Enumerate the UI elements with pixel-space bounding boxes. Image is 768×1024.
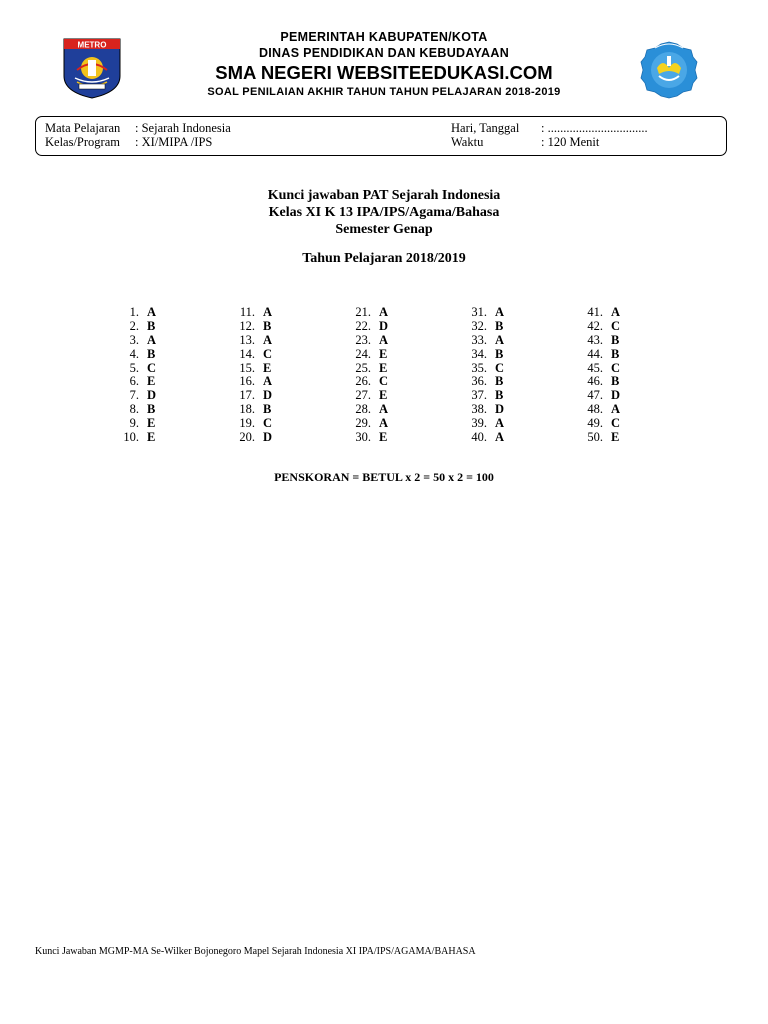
scoring-formula: PENSKORAN = BETUL x 2 = 50 x 2 = 100 bbox=[274, 470, 494, 484]
answer-letter: A bbox=[379, 402, 389, 417]
answer-letter: C bbox=[379, 374, 389, 389]
question-number: 18. bbox=[239, 402, 255, 417]
answer-letter: E bbox=[379, 430, 388, 445]
answer-item bbox=[463, 360, 505, 376]
answer-letter: A bbox=[611, 305, 621, 319]
answer-letter: D bbox=[147, 388, 157, 403]
answer-item bbox=[347, 332, 389, 348]
answer-letter: D bbox=[379, 318, 389, 333]
answer-letter: B bbox=[611, 332, 620, 347]
answer-item bbox=[579, 332, 620, 348]
answer-item bbox=[347, 416, 389, 431]
subject-label: Mata Pelajaran bbox=[45, 121, 121, 135]
class-value: : XI/MIPA /IPS bbox=[135, 135, 213, 149]
answer-letter: E bbox=[147, 430, 156, 445]
question-number: 3. bbox=[129, 332, 139, 347]
answer-item bbox=[579, 374, 620, 389]
answer-item bbox=[115, 332, 157, 348]
question-number: 23. bbox=[355, 332, 371, 347]
answer-item bbox=[579, 346, 620, 362]
answer-key-grid bbox=[0, 306, 768, 446]
question-number: 27. bbox=[355, 388, 371, 403]
school-name: SMA NEGERI WEBSITEEDUKASI.COM bbox=[215, 62, 553, 83]
answer-item bbox=[115, 402, 156, 417]
answer-item bbox=[231, 388, 273, 403]
answer-letter: A bbox=[263, 374, 273, 389]
answer-letter: A bbox=[379, 416, 389, 431]
answer-item bbox=[579, 430, 620, 445]
answer-item bbox=[347, 402, 389, 417]
question-number: 7. bbox=[129, 388, 139, 403]
answer-item bbox=[347, 318, 389, 334]
answer-item bbox=[115, 416, 156, 431]
question-number: 47. bbox=[587, 388, 603, 403]
question-number: 22. bbox=[355, 318, 371, 333]
answer-column-1 bbox=[115, 305, 157, 445]
question-number: 42. bbox=[587, 318, 603, 333]
question-number: 30. bbox=[355, 430, 371, 445]
answer-letter: E bbox=[263, 360, 272, 375]
date-label: Hari, Tanggal bbox=[451, 121, 520, 135]
answer-item bbox=[231, 430, 273, 445]
question-number: 32. bbox=[471, 318, 487, 333]
question-number: 38. bbox=[471, 402, 487, 417]
answer-item bbox=[115, 305, 157, 320]
answer-letter: C bbox=[611, 360, 621, 375]
question-number: 2. bbox=[129, 318, 139, 333]
answer-item bbox=[579, 388, 621, 403]
answer-column-3 bbox=[347, 305, 389, 445]
question-number: 49. bbox=[587, 416, 603, 431]
answer-letter: A bbox=[147, 305, 157, 319]
answer-letter: B bbox=[611, 346, 620, 361]
answer-letter: E bbox=[379, 360, 388, 375]
answer-letter: A bbox=[495, 332, 505, 347]
question-number: 16. bbox=[239, 374, 255, 389]
question-number: 11. bbox=[239, 305, 255, 319]
answer-column-2 bbox=[231, 305, 273, 445]
answer-item bbox=[115, 346, 156, 362]
answer-letter: B bbox=[147, 346, 156, 361]
subject-row bbox=[45, 121, 231, 136]
answer-item bbox=[579, 318, 621, 334]
answer-item bbox=[231, 402, 272, 417]
answer-letter: E bbox=[379, 346, 388, 361]
answer-item bbox=[347, 346, 388, 362]
question-number: 28. bbox=[355, 402, 371, 417]
answer-item bbox=[579, 360, 621, 376]
answer-item bbox=[579, 402, 621, 417]
answer-item bbox=[463, 388, 504, 403]
question-number: 50. bbox=[587, 430, 603, 445]
answer-letter: E bbox=[147, 374, 156, 389]
question-number: 31. bbox=[471, 305, 487, 319]
answer-letter: B bbox=[495, 346, 504, 361]
answer-item bbox=[231, 346, 273, 362]
academic-year-subtitle: Tahun Pelajaran 2018/2019 bbox=[302, 251, 466, 266]
answer-letter: A bbox=[263, 305, 273, 319]
answer-item bbox=[115, 388, 157, 403]
question-number: 13. bbox=[239, 332, 255, 347]
answer-letter: E bbox=[147, 416, 156, 431]
question-number: 44. bbox=[587, 346, 603, 361]
answer-letter: A bbox=[379, 332, 389, 347]
answer-item bbox=[231, 374, 273, 389]
answer-item bbox=[463, 346, 504, 362]
answer-item bbox=[115, 360, 157, 376]
question-number: 15. bbox=[239, 360, 255, 375]
metro-city-emblem-logo bbox=[61, 36, 123, 100]
letterhead bbox=[0, 0, 768, 110]
time-value: : 120 Menit bbox=[541, 135, 600, 149]
question-number: 20. bbox=[239, 430, 255, 445]
answer-item bbox=[115, 318, 156, 334]
subject-value: : Sejarah Indonesia bbox=[135, 121, 231, 135]
question-number: 25. bbox=[355, 360, 371, 375]
question-number: 34. bbox=[471, 346, 487, 361]
question-number: 1. bbox=[129, 305, 139, 319]
question-number: 6. bbox=[129, 374, 139, 389]
question-number: 40. bbox=[471, 430, 487, 445]
answer-letter: C bbox=[611, 416, 621, 431]
class-row bbox=[45, 135, 212, 150]
answer-column-5 bbox=[579, 305, 621, 445]
answer-letter: A bbox=[263, 332, 273, 347]
answer-letter: D bbox=[263, 388, 273, 403]
question-number: 33. bbox=[471, 332, 487, 347]
question-number: 39. bbox=[471, 416, 487, 431]
answer-letter: D bbox=[263, 430, 273, 445]
answer-item bbox=[347, 305, 389, 320]
answer-letter: E bbox=[611, 430, 620, 445]
answer-item bbox=[347, 430, 388, 445]
question-number: 43. bbox=[587, 332, 603, 347]
question-number: 12. bbox=[239, 318, 255, 333]
class-subtitle: Kelas XI K 13 IPA/IPS/Agama/Bahasa bbox=[268, 205, 500, 220]
exam-title: SOAL PENILAIAN AKHIR TAHUN TAHUN PELAJARAN 2018-2019 bbox=[207, 86, 561, 98]
answer-item bbox=[231, 360, 272, 376]
answer-letter: A bbox=[495, 416, 505, 431]
answer-item bbox=[463, 332, 505, 348]
department-line: DINAS PENDIDIKAN DAN KEBUDAYAAN bbox=[258, 46, 510, 60]
answer-letter: B bbox=[611, 374, 620, 389]
answer-letter: D bbox=[611, 388, 621, 403]
answer-column-4 bbox=[463, 305, 505, 445]
answer-item bbox=[231, 332, 273, 348]
question-number: 14. bbox=[239, 346, 255, 361]
question-number: 24. bbox=[355, 346, 371, 361]
answer-letter: E bbox=[379, 388, 388, 403]
answer-letter: D bbox=[495, 402, 505, 417]
answer-letter: A bbox=[611, 402, 621, 417]
semester-subtitle: Semester Genap bbox=[335, 222, 433, 237]
answer-letter: A bbox=[495, 305, 505, 319]
answer-letter: B bbox=[263, 402, 272, 417]
answer-item bbox=[463, 318, 504, 334]
question-number: 5. bbox=[129, 360, 139, 375]
answer-letter: B bbox=[147, 402, 156, 417]
question-number: 45. bbox=[587, 360, 603, 375]
question-number: 41. bbox=[587, 305, 603, 319]
answer-letter: A bbox=[379, 305, 389, 319]
answer-letter: B bbox=[495, 318, 504, 333]
time-label: Waktu bbox=[451, 135, 484, 149]
exam-info-box bbox=[35, 116, 727, 156]
question-number: 4. bbox=[129, 346, 139, 361]
answer-letter: C bbox=[147, 360, 157, 375]
answer-item bbox=[347, 388, 388, 403]
answer-letter: B bbox=[495, 374, 504, 389]
answer-letter: A bbox=[147, 332, 157, 347]
answer-item bbox=[463, 374, 504, 389]
date-value: : ................................ bbox=[541, 121, 648, 135]
question-number: 26. bbox=[355, 374, 371, 389]
question-number: 9. bbox=[129, 416, 139, 431]
gov-line: PEMERINTAH KABUPATEN/KOTA bbox=[280, 30, 488, 44]
question-number: 48. bbox=[587, 402, 603, 417]
tut-wuri-handayani-logo bbox=[637, 40, 701, 100]
time-row bbox=[451, 135, 599, 150]
question-number: 29. bbox=[355, 416, 371, 431]
metro-logo-text: METRO bbox=[77, 40, 107, 50]
answer-item bbox=[347, 374, 389, 389]
page-footer: Kunci Jawaban MGMP-MA Se-Wilker Bojonegoro Mapel Sejarah Indonesia XI IPA/IPS/AGAMA/BAHASA bbox=[35, 946, 476, 957]
question-number: 19. bbox=[239, 416, 255, 431]
question-number: 46. bbox=[587, 374, 603, 389]
answer-key-title: Kunci jawaban PAT Sejarah Indonesia bbox=[267, 188, 501, 203]
answer-letter: C bbox=[611, 318, 621, 333]
question-number: 17. bbox=[239, 388, 255, 403]
answer-item bbox=[231, 318, 272, 334]
question-number: 36. bbox=[471, 374, 487, 389]
answer-item bbox=[347, 360, 388, 376]
answer-letter: C bbox=[263, 346, 273, 361]
answer-item bbox=[115, 430, 156, 445]
class-label: Kelas/Program bbox=[45, 135, 120, 149]
answer-letter: C bbox=[495, 360, 505, 375]
question-number: 35. bbox=[471, 360, 487, 375]
answer-letter: B bbox=[263, 318, 272, 333]
answer-item bbox=[463, 305, 505, 320]
question-number: 10. bbox=[123, 430, 139, 445]
answer-letter: B bbox=[147, 318, 156, 333]
date-row bbox=[451, 121, 648, 136]
answer-letter: C bbox=[263, 416, 273, 431]
answer-item bbox=[231, 416, 273, 431]
answer-item bbox=[115, 374, 156, 389]
question-number: 8. bbox=[129, 402, 139, 417]
answer-letter: A bbox=[495, 430, 505, 445]
question-number: 37. bbox=[471, 388, 487, 403]
answer-item bbox=[579, 416, 621, 431]
answer-item bbox=[463, 402, 505, 417]
answer-item bbox=[231, 305, 273, 320]
answer-item bbox=[579, 305, 621, 320]
answer-item bbox=[463, 416, 505, 431]
question-number: 21. bbox=[355, 305, 371, 319]
answer-item bbox=[463, 430, 505, 445]
answer-letter: B bbox=[495, 388, 504, 403]
